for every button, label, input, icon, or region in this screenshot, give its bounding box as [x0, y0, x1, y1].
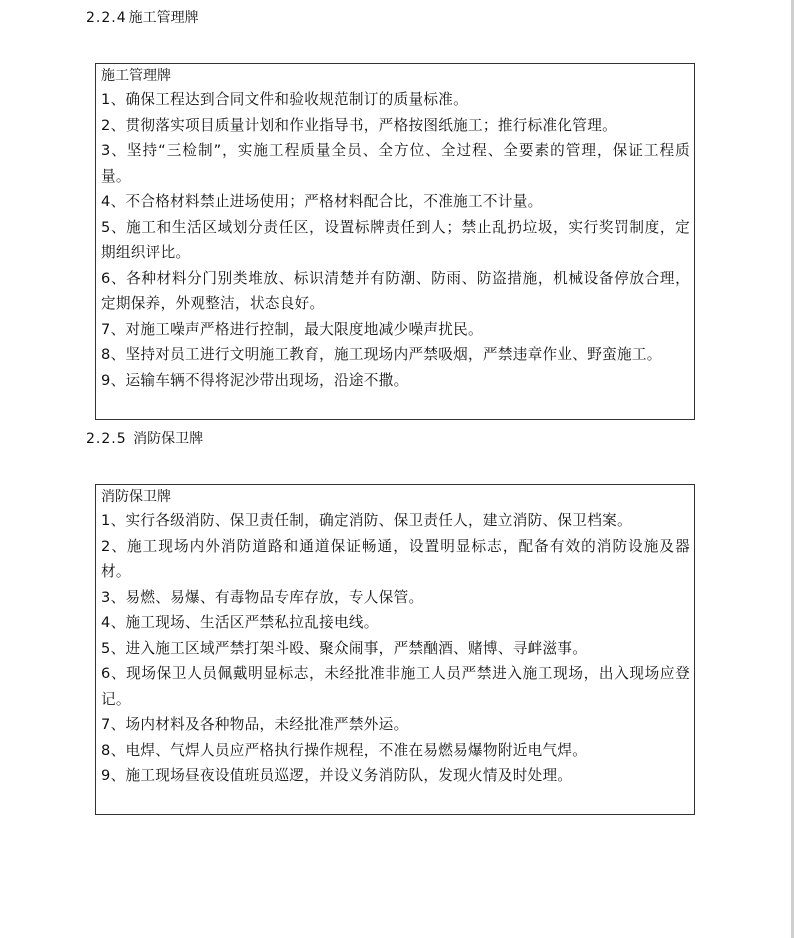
rule-item: 6、各种材料分门别类堆放、标识清楚并有防潮、防雨、防盗措施，机械设备停放合理，定期保养，外观整洁，状态良好。	[101, 269, 690, 312]
rule-item: 3、易燃、易爆、有毒物品专库存放，专人保管。	[101, 588, 424, 606]
section-heading-2-2-5	[86, 430, 203, 448]
sign-title: 施工管理牌	[101, 68, 171, 84]
section-title: 消防保卫牌	[133, 431, 204, 447]
construction-management-sign-box	[95, 63, 695, 420]
rule-item: 3、坚持“三检制”，实施工程质量全员、全方位、全过程、全要素的管理，保证工程质量。	[101, 142, 690, 185]
rule-item: 8、电焊、气焊人员应严格执行操作规程，不准在易燃易爆物附近电气焊。	[101, 741, 588, 759]
section-heading-2-2-4	[86, 9, 199, 27]
fire-security-sign-box	[95, 484, 695, 815]
rule-item: 9、运输车辆不得将泥沙带出现场，沿途不撒。	[101, 371, 409, 389]
section-number: 2.2.4	[86, 10, 127, 26]
section-number: 2.2.5	[86, 431, 127, 447]
rule-item: 1、实行各级消防、保卫责任制，确定消防、保卫责任人，建立消防、保卫档案。	[101, 512, 632, 529]
rule-item: 6、现场保卫人员佩戴明显标志，未经批准非施工人员严禁进入施工现场，出入现场应登记。	[101, 665, 690, 708]
rule-item: 7、对施工噪声严格进行控制，最大限度地减少噪声扰民。	[101, 320, 483, 338]
rule-item: 7、场内材料及各种物品，未经批准严禁外运。	[101, 716, 409, 733]
rule-item: 5、进入施工区域严禁打架斗殴、聚众闹事，严禁酗酒、赌博、寻衅滋事。	[101, 639, 588, 657]
section-title: 施工管理牌	[128, 10, 199, 26]
rule-item: 8、坚持对员工进行文明施工教育，施工现场内严禁吸烟，严禁违章作业、野蛮施工。	[101, 346, 662, 363]
rule-item: 4、施工现场、生活区严禁私拉乱接电线。	[101, 614, 379, 631]
rule-item: 9、施工现场昼夜设值班员巡逻，并设义务消防队，发现火情及时处理。	[101, 767, 573, 784]
rule-item: 5、施工和生活区域划分责任区，设置标牌责任到人；禁止乱扔垃圾，实行奖罚制度，定期组织评比。	[101, 218, 690, 261]
sign-title: 消防保卫牌	[101, 489, 171, 505]
rule-item: 2、贯彻落实项目质量计划和作业指导书，严格按图纸施工；推行标准化管理。	[101, 116, 617, 134]
rules-list	[101, 508, 690, 789]
rule-item: 4、不合格材料禁止进场使用；严格材料配合比，不准施工不计量。	[101, 193, 543, 210]
rules-list	[101, 87, 690, 393]
rule-item: 2、施工现场内外消防道路和通道保证畅通，设置明显标志，配备有效的消防设施及器材。	[101, 537, 690, 580]
rule-item: 1、确保工程达到合同文件和验收规范制订的质量标准。	[101, 91, 469, 108]
